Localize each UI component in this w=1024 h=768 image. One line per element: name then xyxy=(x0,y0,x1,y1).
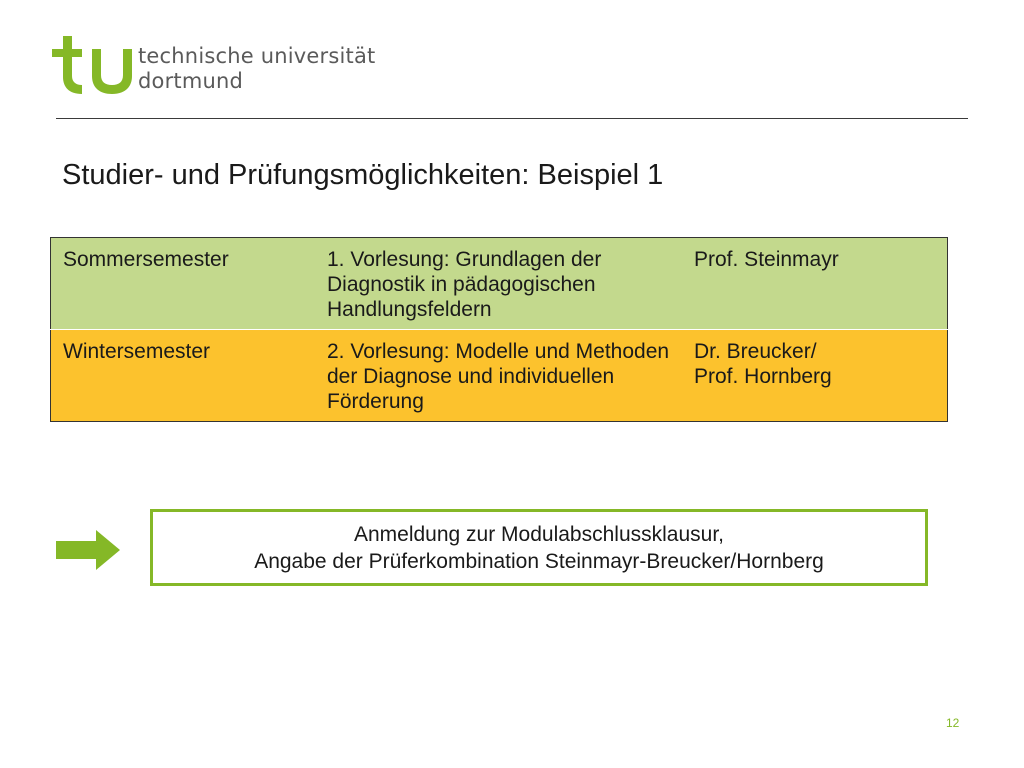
semester-cell: Wintersemester xyxy=(51,330,316,422)
lecturer-line: Prof. Hornberg xyxy=(694,365,832,388)
university-name-line1: technische universität xyxy=(138,44,376,68)
lecturer-line: Dr. Breucker/ xyxy=(694,340,817,363)
lecture-cell: 2. Vorlesung: Modelle und Methoden der Diagnose und individuellen Förderung xyxy=(315,330,682,422)
note-line: Anmeldung zur Modulabschlussklausur, xyxy=(353,522,725,546)
lecture-cell: 1. Vorlesung: Grundlagen der Diagnostik in pädagogischen Handlungsfeldern xyxy=(315,238,682,330)
header-divider xyxy=(56,118,968,119)
page-title: Studier- und Prüfungsmöglichkeiten: Beispiel 1 xyxy=(62,159,664,191)
page-number: 12 xyxy=(946,716,960,730)
lecturer-cell: Prof. Steinmayr xyxy=(682,238,948,330)
exam-registration-note xyxy=(150,509,928,586)
lecturer-cell xyxy=(682,330,948,422)
arrow-right-icon xyxy=(56,530,120,570)
table-row xyxy=(51,330,948,422)
table-row xyxy=(51,238,948,330)
note-line: Angabe der Prüferkombination Steinmayr-Breucker/Hornberg xyxy=(254,549,824,573)
semester-table xyxy=(50,237,948,422)
university-name xyxy=(138,44,376,94)
university-name-line2: dortmund xyxy=(138,69,244,93)
tu-logo-icon xyxy=(52,36,132,94)
semester-cell: Sommersemester xyxy=(51,238,316,330)
